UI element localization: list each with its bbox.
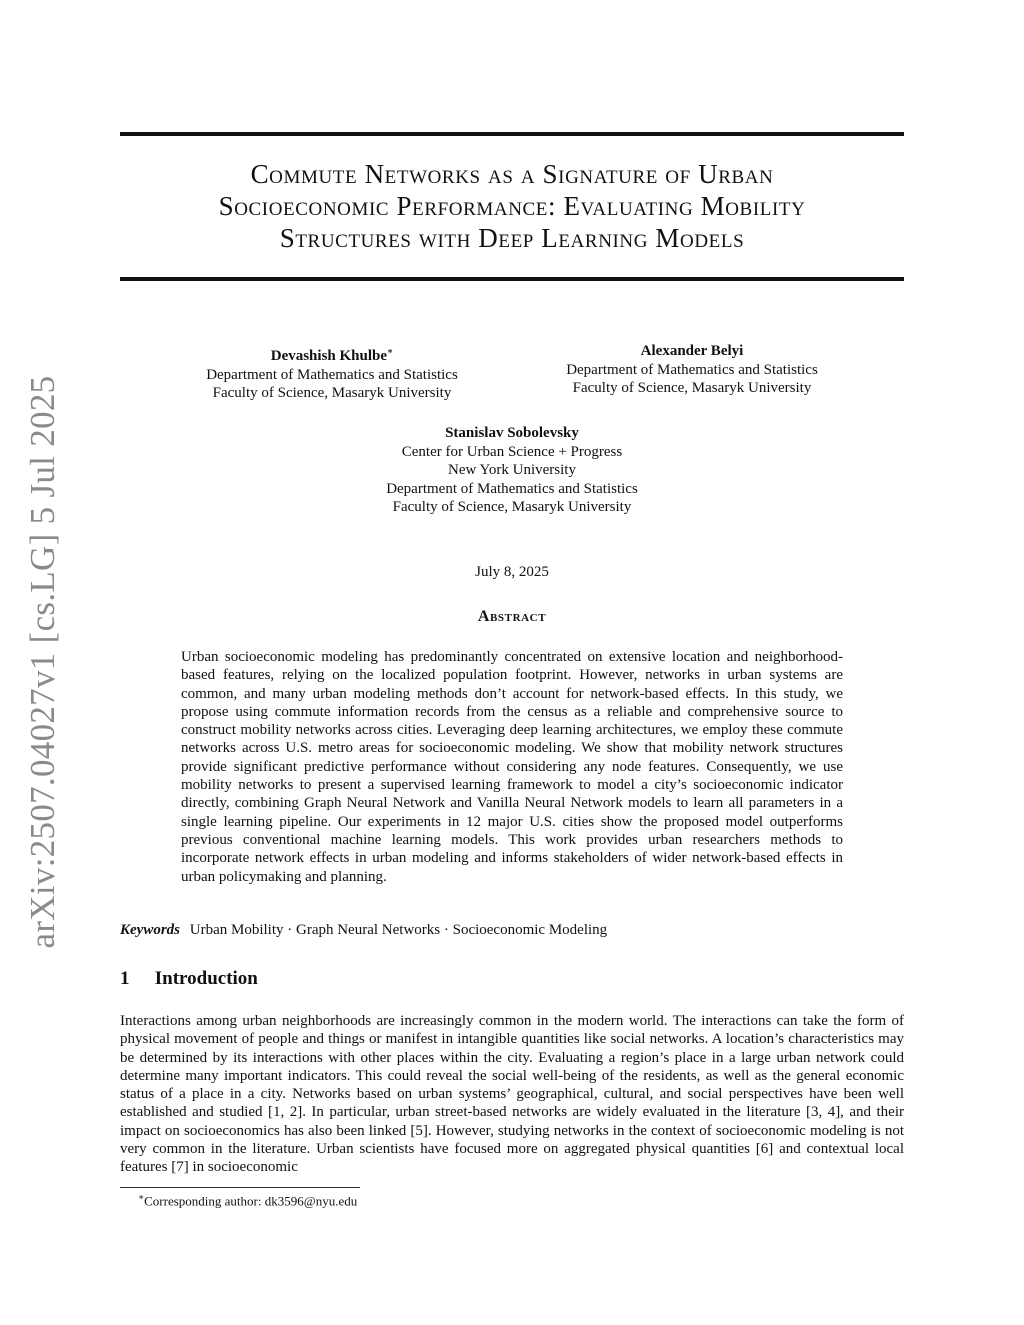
author-affiliation: Center for Urban Science + Progress <box>401 443 623 460</box>
footnote-mark: ∗ <box>138 1192 145 1202</box>
author-block-khulbe <box>172 342 492 403</box>
title-line-1: Commute Networks as a Signature of Urban <box>250 159 774 189</box>
paper-date: July 8, 2025 <box>475 564 549 580</box>
author-block-sobolevsky <box>312 424 712 517</box>
keywords-list: Urban Mobility · Graph Neural Networks · Socioeconomic Modeling <box>189 922 608 938</box>
title-line-3: Structures with Deep Learning Models <box>279 223 745 253</box>
abstract-heading: Abstract <box>477 608 547 625</box>
abstract-text: Urban socioeconomic modeling has predominantly concentrated on extensive location and neighborhood-based features, relying on the localized population footprint. However, networks in urban systems are common, and many urban modeling methods don’t account for network-based effects. In this study, we propose using commute information records from the census as a reliable and comprehensive source to construct mobility networks across cities. Leveraging deep learning architectures, we employ these commute networks across U.S. metro areas for socioeconomic modeling. We show that mobility network structures provide significant predictive performance without considering any node features. Consequently, we use mobility networks to present a supervised learning framework to model a city’s socioeconomic indicator directly, combining Graph Neural Network and Vanilla Neural Network models to learn all parameters in a single learning pipeline. Our experiments in 12 major U.S. cities show the proposed model outperforms previous conventional machine learning models. This work provides urban researchers methods to incorporate network effects in urban modeling and informs stakeholders of wider network-based effects in urban policymaking and planning. <box>181 649 843 885</box>
introduction-text: Interactions among urban neighborhoods are increasingly common in the modern world. The interactions can take the form of physical movement of people and things or manifest in intangible quantities like social networks. A location’s characteristics may be determined by its interactions with other places within the city. Evaluating a region’s place in a large urban network could determine many important indicators. This could reveal the social well-being of the residents, as well as the general economic status of a place in a city. Networks based on urban systems’ geographical, cultural, and social perspectives have been well established and studied [1, 2]. In particular, urban street-based networks are widely evaluated in the literature [3, 4], and their impact on socioeconomics has also been linked [5]. However, studying networks in the context of socioeconomic modeling is not very common in the literature. Urban scientists have focused more on aggregated physical quantities [6] and contextual local features [7] in socioeconomic <box>120 1013 904 1176</box>
footnote-rule <box>120 1187 360 1188</box>
author-affiliation: Department of Mathematics and Statistics <box>206 366 458 383</box>
arxiv-sidebar-stamp: arXiv:2507.04027v1 [cs.LG] 5 Jul 2025 <box>23 375 62 949</box>
footnote-mark: ∗ <box>387 346 394 356</box>
keywords-line <box>120 922 607 939</box>
section-title: Introduction <box>154 968 258 989</box>
footnote-text: Corresponding author: dk3596@nyu.edu <box>144 1193 358 1209</box>
paper-title <box>120 158 904 254</box>
author-block-belyi <box>532 342 852 398</box>
author-name: Stanislav Sobolevsky <box>445 425 579 441</box>
author-affiliation: Department of Mathematics and Statistics <box>386 480 638 497</box>
section-number: 1 <box>120 968 130 989</box>
keywords-label: Keywords <box>120 922 180 938</box>
section-heading <box>120 968 258 990</box>
author-name: Devashish Khulbe∗ <box>270 346 394 364</box>
title-line-2: Socioeconomic Performance: Evaluating Mobility <box>218 191 806 221</box>
author-affiliation: Faculty of Science, Masaryk University <box>212 385 452 401</box>
author-affiliation: Department of Mathematics and Statistics <box>566 361 818 378</box>
title-top-rule <box>120 132 904 136</box>
author-name: Alexander Belyi <box>640 343 744 359</box>
footnote <box>138 1192 357 1209</box>
author-affiliation: Faculty of Science, Masaryk University <box>572 380 812 396</box>
author-affiliation: New York University <box>448 462 576 478</box>
author-affiliation: Faculty of Science, Masaryk University <box>392 499 632 515</box>
title-bottom-rule <box>120 277 904 281</box>
